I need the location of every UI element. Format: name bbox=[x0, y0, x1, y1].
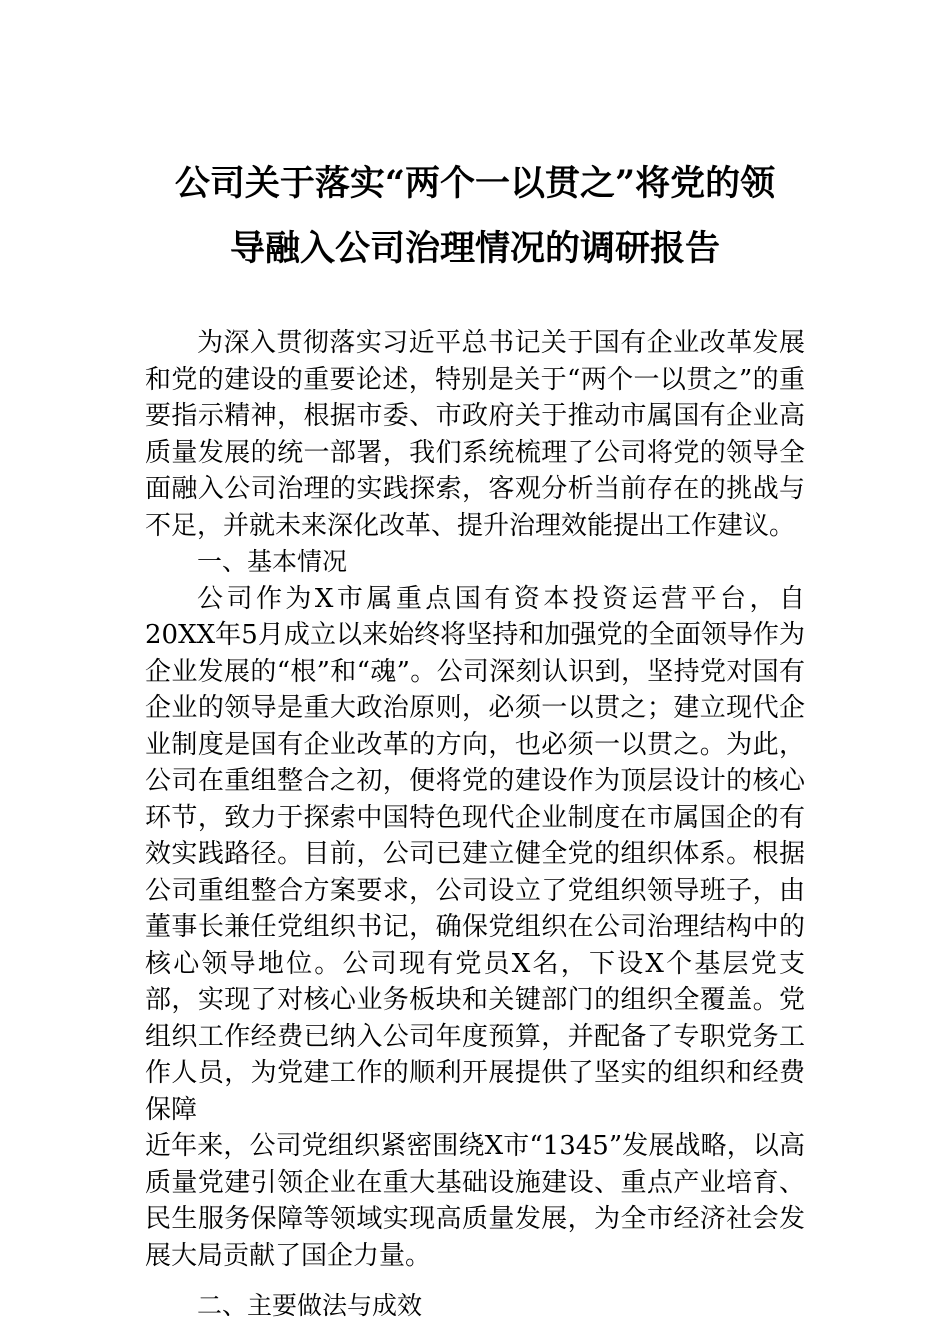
section-heading-1: 一、基本情况 bbox=[197, 547, 348, 576]
section-heading-2: 二、主要做法与成效 bbox=[197, 1291, 423, 1320]
document-title-line-1: 公司关于落实“两个一以贯之”将党的领 bbox=[174, 163, 776, 204]
section-1-paragraph: 公司作为X市属重点国有资本投资运营平台，自20XX年5月成立以来始终将坚持和加强党的全面领导作为企业发展的“根”和“魂”。公司深刻认识到，坚持党对国有企业的领导是重大政治原则，必须一以贯之；建立现代企业制度是国有企业改革的方向，也必须一以贯之。为此，公司在重组整合之初，便将党的建设作为顶层设计的核心环节，致力于探索中国特色现代企业制度在市属国企的有效实践路径。目前，公司已建立健全党的组织体系。根据公司重组整合方案要求，公司设立了党组织领导班子，由董事长兼任党组织书记，确保党组织在公司治理结构中的核心领导地位。公司现有党员X名，下设X个基层党支部，实现了对核心业务板块和关键部门的组织全覆盖。党组织工作经费已纳入公司年度预算，并配备了专职党务工作人员，为党建工作的顺利开展提供了坚实的组织和经费保障 bbox=[145, 583, 805, 1125]
document-body bbox=[145, 325, 805, 1332]
document-title-line-2: 导融入公司治理情况的调研报告 bbox=[229, 228, 720, 269]
section-1-paragraph-2: 近年来，公司党组织紧密围绕X市“1345”发展战略，以高质量党建引领企业在重大基础设施建设、重点产业培育、民生服务保障等领域实现高质量发展，为全市经济社会发展大局贡献了国企力量。 bbox=[145, 1131, 805, 1271]
intro-paragraph: 为深入贯彻落实习近平总书记关于国有企业改革发展和党的建设的重要论述，特别是关于“两个一以贯之”的重要指示精神，根据市委、市政府关于推动市属国有企业高质量发展的统一部署，我们系统梳理了公司将党的领导全面融入公司治理的实践探索，客观分析当前存在的挑战与不足，并就未来深化改革、提升治理效能提出工作建议。 bbox=[145, 328, 805, 541]
